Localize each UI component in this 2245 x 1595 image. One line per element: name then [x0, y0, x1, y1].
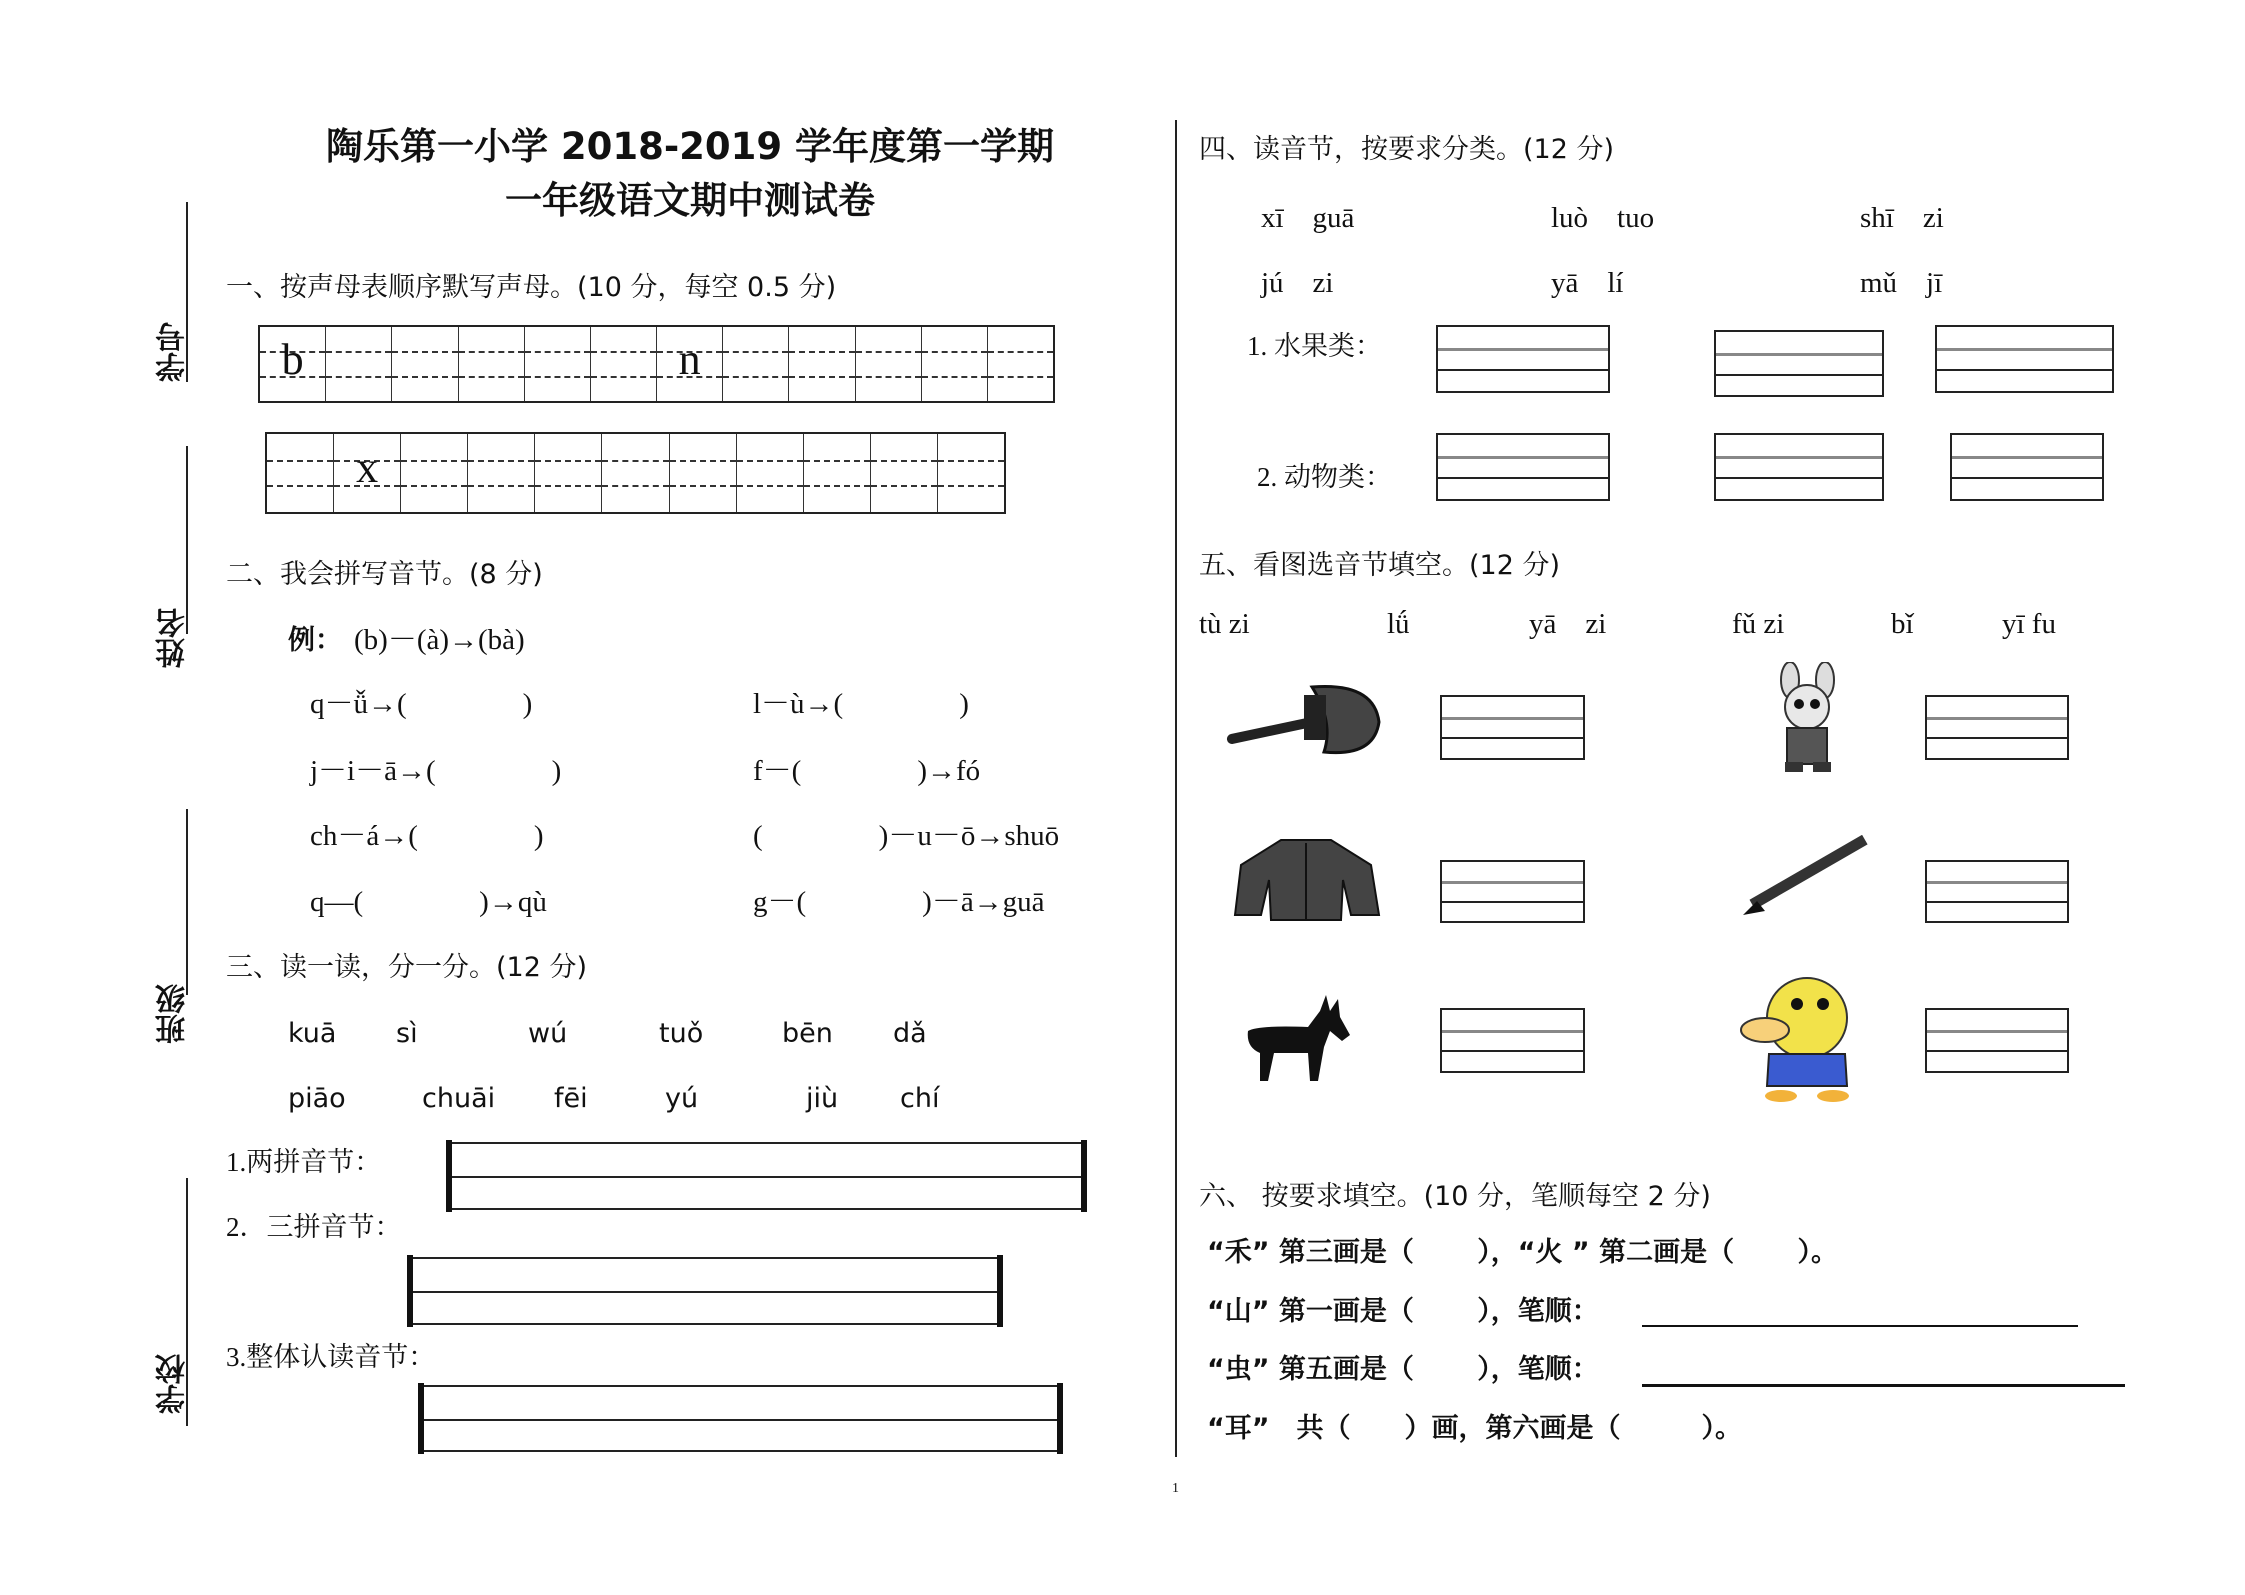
grid-cell[interactable] — [260, 327, 326, 401]
grid-cell[interactable] — [535, 434, 602, 512]
grid-cell-letter: x — [356, 442, 379, 492]
grid-cell[interactable] — [401, 434, 468, 512]
category-label-two-part: 1.两拼音节： — [226, 1147, 382, 1177]
option: lǘ — [1387, 608, 1410, 640]
option: yī fu — [2002, 608, 2056, 640]
word: mǔ jī — [1860, 267, 1943, 299]
option: yā zi — [1529, 608, 1607, 640]
option: fǔ zi — [1732, 608, 1785, 640]
syllable: piāo — [288, 1083, 346, 1114]
spelling-item[interactable]: q－ǚ→( ) — [310, 688, 533, 720]
stroke-question: “禾” 第三画是（ ），“火 ” 第二画是（ ）。 — [1207, 1237, 1838, 1268]
grid-cell-letter: b — [281, 335, 304, 385]
grid-cell[interactable] — [525, 327, 591, 401]
word: xī guā — [1261, 202, 1355, 234]
section6-heading: 六、 按要求填空。(10 分，笔顺每空 2 分) — [1199, 1181, 1711, 1212]
section1-heading: 一、按声母表顺序默写声母。(10 分，每空 0.5 分) — [226, 272, 837, 303]
page-number: 1 — [1172, 1481, 1179, 1496]
syllable: sì — [396, 1018, 418, 1049]
stroke-order-blank[interactable] — [1642, 1384, 2125, 1387]
stroke-question: “耳” 共（ ）画，第六画是（ ）。 — [1207, 1413, 1742, 1444]
word: shī zi — [1860, 202, 1944, 234]
word: yā lí — [1551, 267, 1624, 299]
answer-box-picture[interactable] — [1925, 1008, 2069, 1073]
grid-cell[interactable] — [334, 434, 401, 512]
spelling-item[interactable]: g－( )－ā→guā — [753, 886, 1045, 918]
pen-picture — [1735, 835, 1868, 922]
category-label-fruit: 1. 水果类： — [1247, 331, 1382, 361]
spelling-item[interactable]: q—( )→qù — [310, 886, 547, 918]
margin-label-school: 学校 — [156, 1354, 191, 1414]
answer-box-fruit[interactable] — [1714, 330, 1884, 397]
word: jú zi — [1261, 267, 1334, 299]
section5-heading: 五、看图选音节填空。(12 分) — [1199, 550, 1561, 581]
stroke-order-blank[interactable] — [1642, 1325, 2078, 1327]
answer-box-two-part[interactable] — [446, 1142, 1087, 1210]
spelling-item[interactable]: ( )－u－ō→shuō — [753, 820, 1060, 852]
grid-cell[interactable] — [657, 327, 723, 401]
answer-box-animal[interactable] — [1950, 433, 2104, 501]
answer-box-fruit[interactable] — [1436, 325, 1610, 393]
duck-picture — [1735, 968, 1872, 1106]
grid-cell[interactable] — [737, 434, 804, 512]
answer-box-picture[interactable] — [1440, 1008, 1585, 1073]
answer-box-fruit[interactable] — [1935, 325, 2114, 393]
answer-box-picture[interactable] — [1440, 695, 1585, 760]
option: bǐ — [1891, 608, 1914, 640]
jacket-picture — [1231, 835, 1382, 922]
grid-cell[interactable] — [267, 434, 334, 512]
margin-line — [186, 446, 188, 634]
answer-box-picture[interactable] — [1925, 860, 2069, 923]
section3-heading: 三、读一读，分一分。(12 分) — [226, 952, 588, 983]
grid-cell[interactable] — [856, 327, 922, 401]
grid-cell[interactable] — [591, 327, 657, 401]
option: tù zi — [1199, 608, 1250, 640]
grid-cell[interactable] — [938, 434, 1004, 512]
spelling-item[interactable]: j－i－ā→( ) — [310, 755, 562, 787]
syllable: dǎ — [893, 1018, 927, 1049]
syllable: chuāi — [422, 1083, 496, 1114]
margin-label-class: 班级 — [156, 984, 191, 1044]
syllable: jiù — [806, 1083, 839, 1114]
spelling-item[interactable]: l－ù→( ) — [753, 688, 969, 720]
spelling-item[interactable]: f－( )→fó — [753, 755, 981, 787]
grid-cell[interactable] — [326, 327, 392, 401]
grid-cell[interactable] — [871, 434, 938, 512]
answer-box-picture[interactable] — [1925, 695, 2069, 760]
answer-box-animal[interactable] — [1714, 433, 1884, 501]
grid-cell[interactable] — [922, 327, 988, 401]
syllable: yú — [665, 1083, 699, 1114]
syllable: kuā — [288, 1018, 337, 1049]
axe-picture — [1224, 677, 1382, 763]
title-line1: 陶乐第一小学 2018-2019 学年度第一学期 — [325, 125, 1055, 168]
stroke-question: “虫” 第五画是（ ），笔顺： — [1207, 1354, 1599, 1385]
syllable: tuǒ — [659, 1018, 704, 1049]
stroke-question: “山” 第一画是（ ），笔顺： — [1207, 1296, 1599, 1327]
example-label: 例： — [288, 625, 342, 656]
grid-cell[interactable] — [804, 434, 871, 512]
donkey-picture — [1238, 991, 1354, 1087]
pinyin-grid-row2 — [265, 432, 1006, 514]
pinyin-grid-row1 — [258, 325, 1055, 403]
grid-cell-letter: n — [678, 335, 701, 385]
syllable: chí — [900, 1083, 940, 1114]
rabbit-picture — [1757, 662, 1858, 778]
section2-heading: 二、我会拼写音节。(8 分) — [226, 559, 543, 590]
margin-label-student-id: 学号 — [156, 322, 191, 382]
margin-label-name: 姓名 — [156, 608, 191, 668]
answer-box-animal[interactable] — [1436, 433, 1610, 501]
spelling-item[interactable]: ch－á→( ) — [310, 820, 544, 852]
syllable: bēn — [782, 1018, 833, 1049]
section4-heading: 四、读音节，按要求分类。(12 分) — [1199, 134, 1615, 165]
title-line2: 一年级语文期中测试卷 — [505, 179, 875, 222]
category-label-whole: 3.整体认读音节： — [226, 1342, 436, 1372]
syllable: wú — [528, 1018, 568, 1049]
grid-cell[interactable] — [468, 434, 535, 512]
answer-box-three-part[interactable] — [407, 1257, 1003, 1325]
syllable: fēi — [554, 1083, 588, 1114]
answer-box-picture[interactable] — [1440, 860, 1585, 923]
column-divider — [1175, 120, 1177, 1457]
category-label-animal: 2. 动物类： — [1257, 462, 1392, 492]
grid-cell[interactable] — [602, 434, 669, 512]
grid-cell[interactable] — [392, 327, 458, 401]
answer-box-whole[interactable] — [418, 1385, 1063, 1452]
grid-cell[interactable] — [459, 327, 525, 401]
grid-cell[interactable] — [988, 327, 1053, 401]
grid-cell[interactable] — [789, 327, 855, 401]
grid-cell[interactable] — [670, 434, 737, 512]
word: luò tuo — [1551, 202, 1655, 234]
margin-line — [186, 809, 188, 995]
grid-cell[interactable] — [723, 327, 789, 401]
example-text: (b)－(à)→(bà) — [354, 624, 525, 656]
category-label-three-part: 2．三拼音节： — [226, 1212, 402, 1242]
